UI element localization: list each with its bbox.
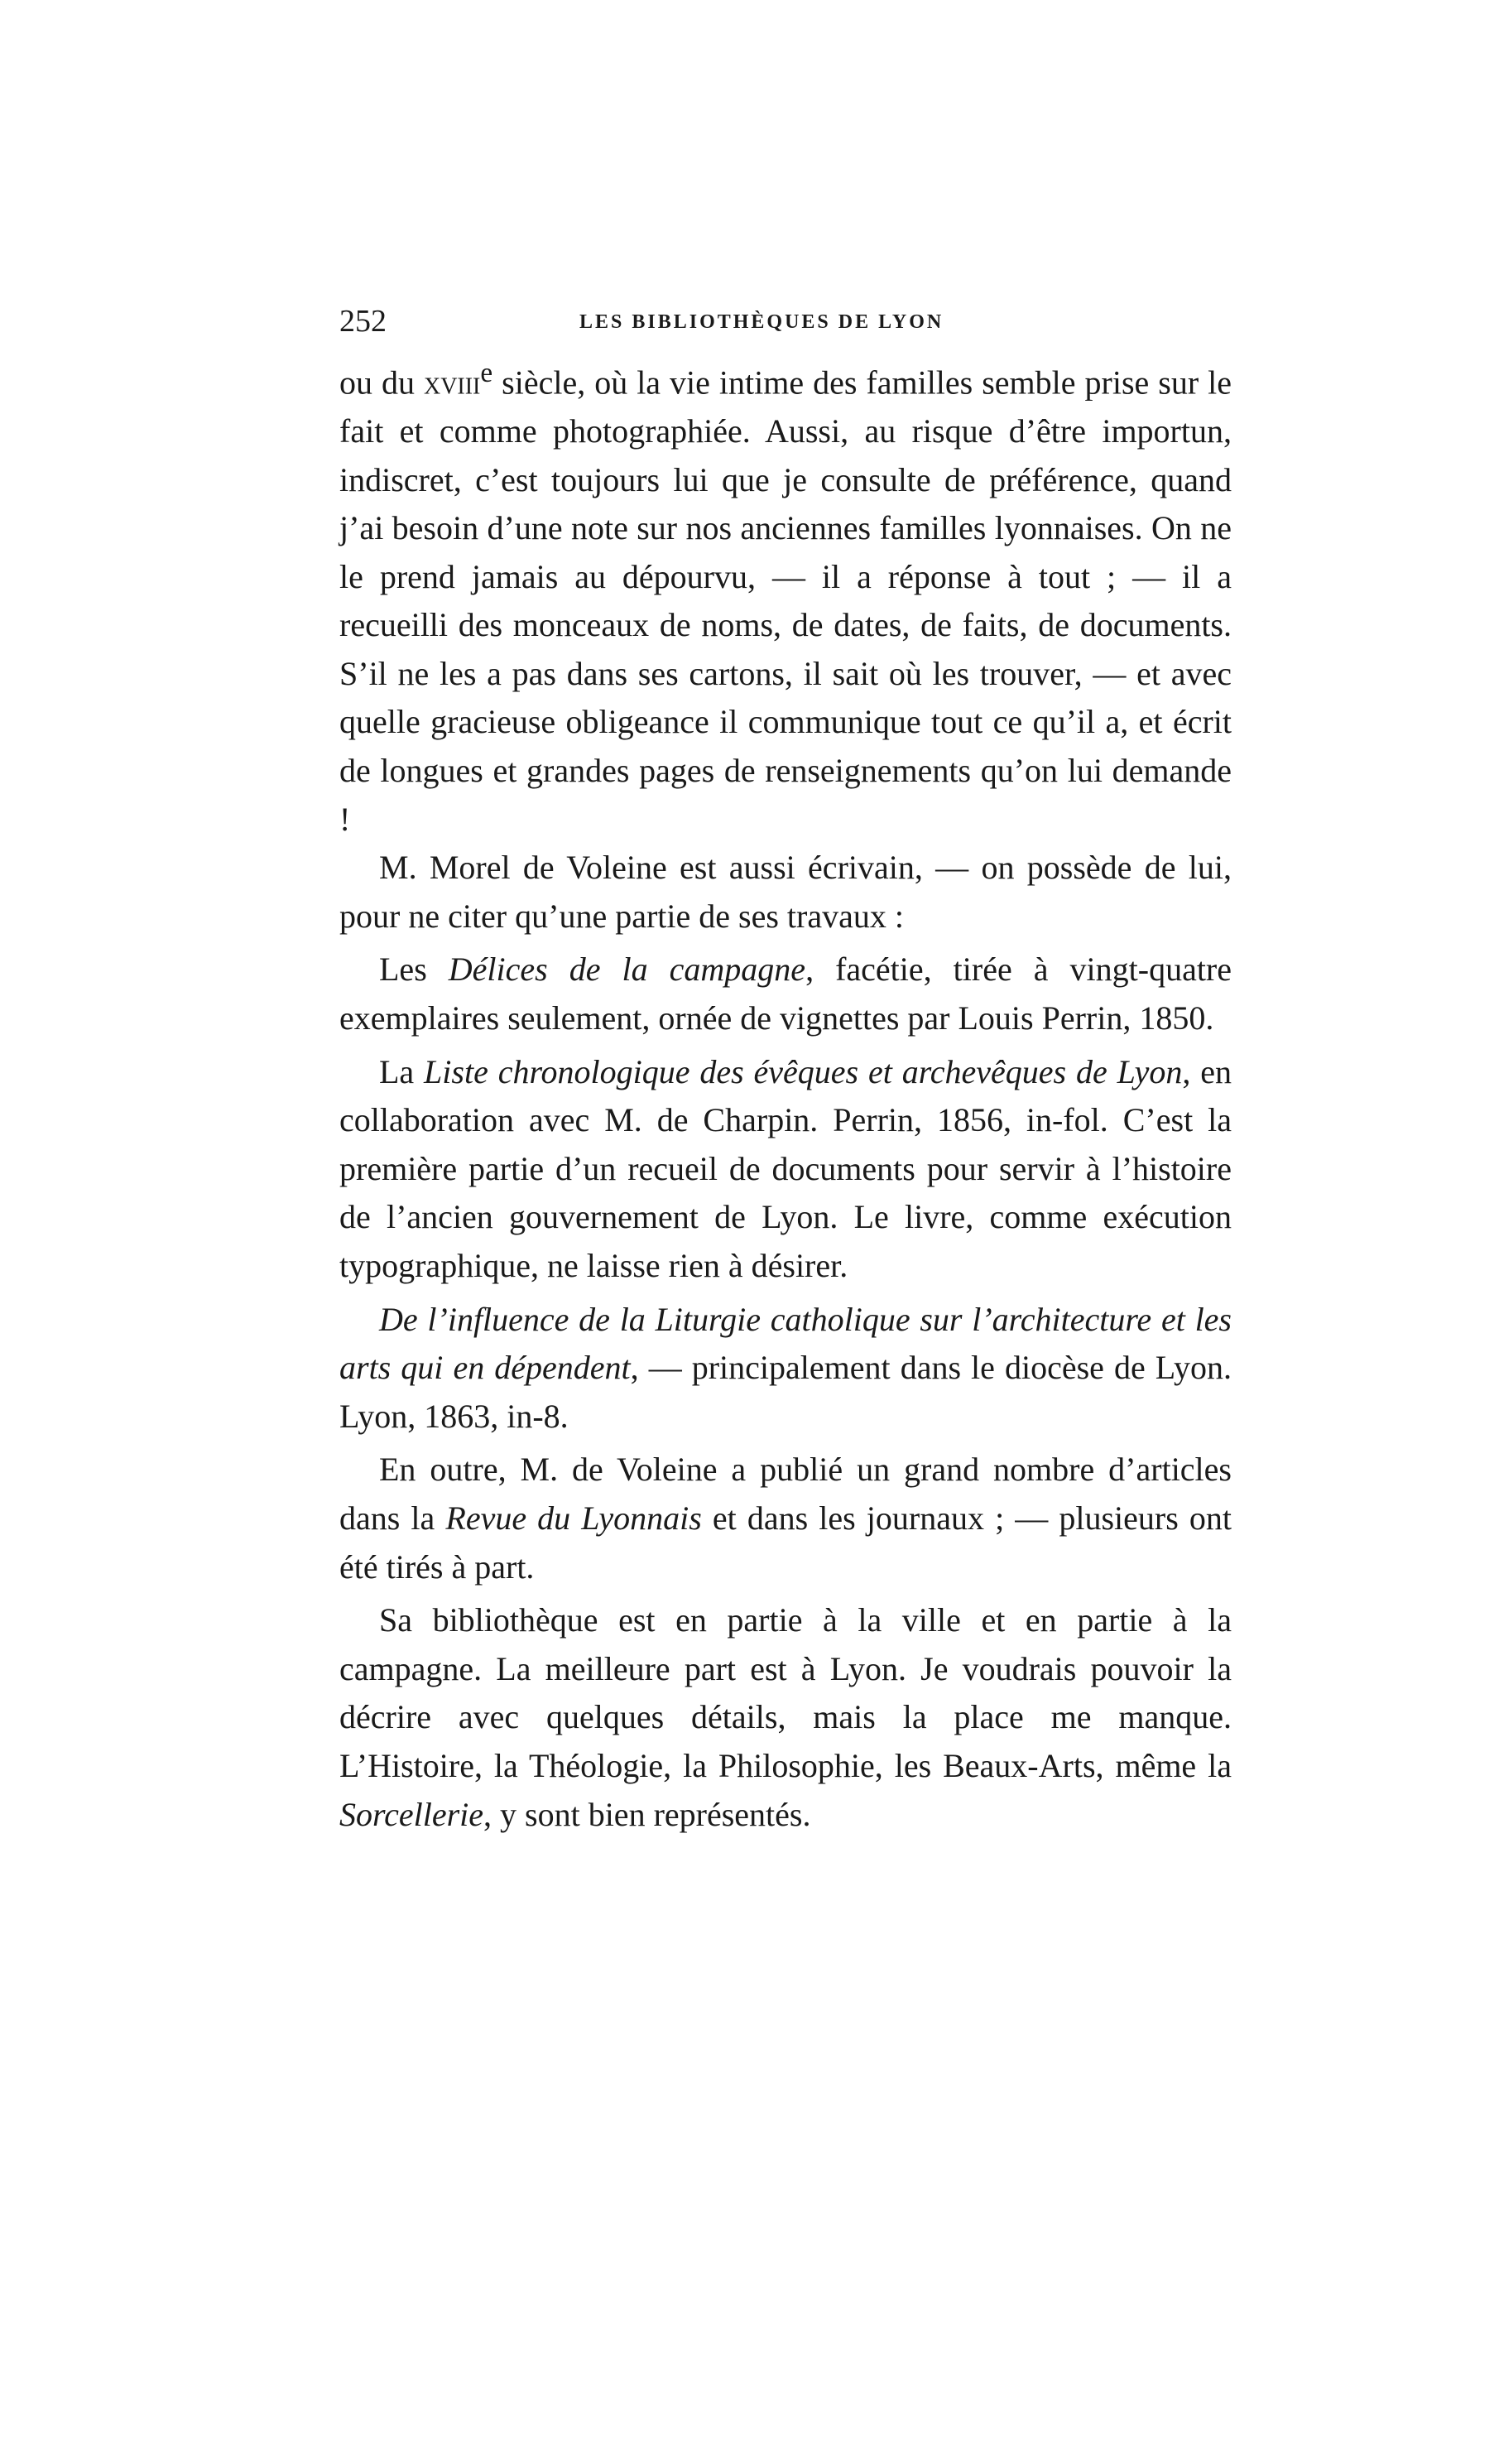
page-header <box>339 303 1232 349</box>
paragraph-library <box>339 1596 1232 1839</box>
paragraph-text: , en collaboration avec M. de Charpin. Perrin, 1856, in-fol. C’est la première partie d’un recueil de documents pour servir à l’histoire de l’ancien gouvernement de Lyon. Le livre, comme exécution typographique, ne laisse rien à désirer. <box>339 1052 1232 1285</box>
paragraph-writer <box>339 844 1232 941</box>
work-title: Sorcellerie <box>339 1795 484 1833</box>
paragraph-text: , y sont bien représentés. <box>483 1795 811 1833</box>
paragraph-liste <box>339 1048 1232 1291</box>
page-number: 252 <box>339 304 387 339</box>
paragraph-text: Les <box>379 950 449 989</box>
paragraph-text: ou du <box>339 363 424 402</box>
paragraph-text: , — principalement dans le diocèse de Lyon. Lyon, 1863, in-8. <box>339 1349 1232 1435</box>
work-title: Liste chronologique des évêques et archevêques de Lyon <box>424 1052 1183 1090</box>
work-title: Revue du Lyonnais <box>445 1499 702 1537</box>
century-numeral: xviii <box>423 363 481 402</box>
paragraph-delices <box>339 946 1232 1042</box>
paragraph-text: siècle, où la vie intime des familles semble prise sur le fait et comme photographiée. Aussi, au risque d’être importun, indiscret, c’est toujours lui que je consulte de préférence, quand j’ai besoin d’une note sur nos anciennes familles lyonnaises. On ne le prend jamais au dépourvu, — il a réponse à tout ; — il a recueilli des monceaux de noms, de dates, de faits, de documents. S’il ne les a pas dans ses cartons, il sait où les trouver, — et avec quelle gracieuse obligeance il communique tout ce qu’il a, et écrit de longues et grandes pages de renseignements qu’on lui demande ! <box>339 363 1232 838</box>
paragraph-liturgie <box>339 1296 1232 1441</box>
work-title: Délices de la campagne <box>448 950 806 989</box>
paragraph-text: En outre, M. de Voleine a publié un grand nombre d’articles dans la <box>339 1451 1232 1537</box>
paragraph-text: La <box>379 1052 425 1090</box>
body-text <box>339 349 1232 1839</box>
work-title: De l’influence de la Liturgie catholique sur l’architecture et les arts qui en dépendent <box>339 1300 1232 1387</box>
running-title: LES BIBLIOTHÈQUES DE LYON <box>579 311 944 333</box>
paragraph-text: , facétie, tirée à vingt-quatre exemplaires seulement, ornée de vignettes par Louis Perrin, 1850. <box>339 950 1232 1037</box>
paragraph-text: Sa bibliothèque est en partie à la ville et en partie à la campagne. La meilleure part est à Lyon. Je voudrais pouvoir la décrire avec quelques détails, mais la place me manque. L’Histoire, la Théologie, la Philosophie, les Beaux-Arts, même la <box>339 1601 1232 1784</box>
paragraph-articles <box>339 1446 1232 1591</box>
paragraph-text: et dans les journaux ; — plusieurs ont été tirés à part. <box>339 1499 1232 1586</box>
paragraph-family-notes <box>339 349 1232 844</box>
paragraph-text: M. Morel de Voleine est aussi écrivain, — on possède de lui, pour ne citer qu’une partie de ses travaux : <box>339 849 1232 935</box>
book-page <box>339 303 1232 1839</box>
ordinal-superscript: e <box>480 358 493 388</box>
